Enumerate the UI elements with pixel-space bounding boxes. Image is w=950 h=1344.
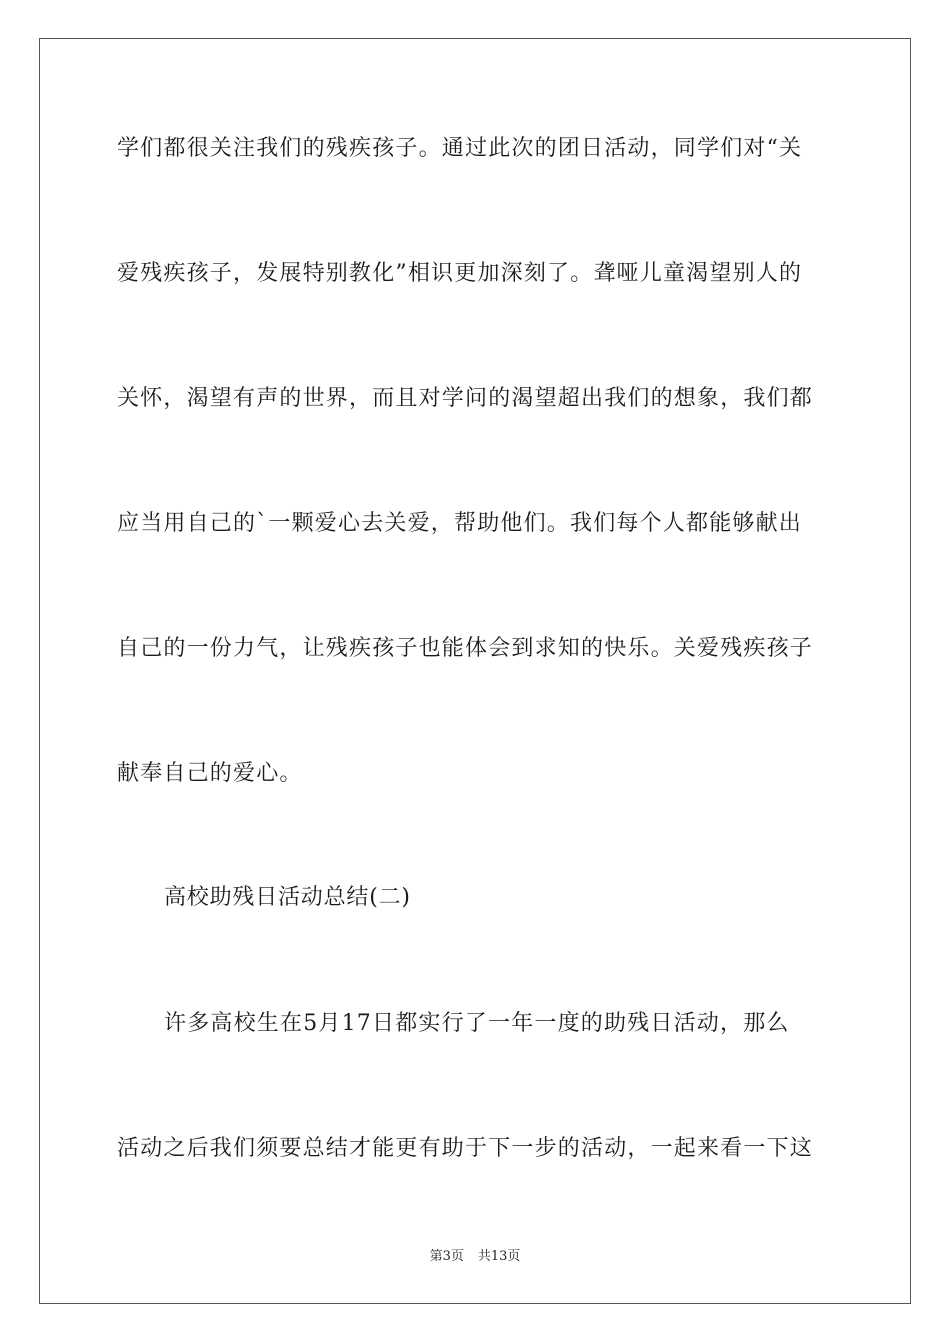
page-number: 第3页 <box>429 1249 464 1264</box>
body-text-line: 活动之后我们须要总结才能更有助于下一步的活动，一起来看一下这 <box>117 1136 814 1161</box>
page-total: 共13页 <box>477 1249 521 1264</box>
body-text-line: 自己的一份力气，让残疾孩子也能体会到求知的快乐。关爱残疾孩子 <box>117 636 814 661</box>
body-text-line: 许多高校生在5月17日都实行了一年一度的助残日活动，那么 <box>164 1011 790 1036</box>
body-text-line: 应当用自己的`一颗爱心去关爱，帮助他们。我们每个人都能够献出 <box>117 511 803 536</box>
page-border <box>39 38 911 1304</box>
body-text-line: 学们都很关注我们的残疾孩子。通过此次的团日活动，同学们对“关 <box>117 136 803 161</box>
body-text-line: 爱残疾孩子，发展特别教化”相识更加深刻了。聋哑儿童渴望别人的 <box>117 261 803 286</box>
section-heading: 高校助残日活动总结(二) <box>164 885 411 910</box>
body-text-line: 献奉自己的爱心。 <box>117 761 303 786</box>
body-text-line: 关怀，渴望有声的世界，而且对学问的渴望超出我们的想象，我们都 <box>117 386 814 411</box>
page-footer <box>0 1248 950 1266</box>
